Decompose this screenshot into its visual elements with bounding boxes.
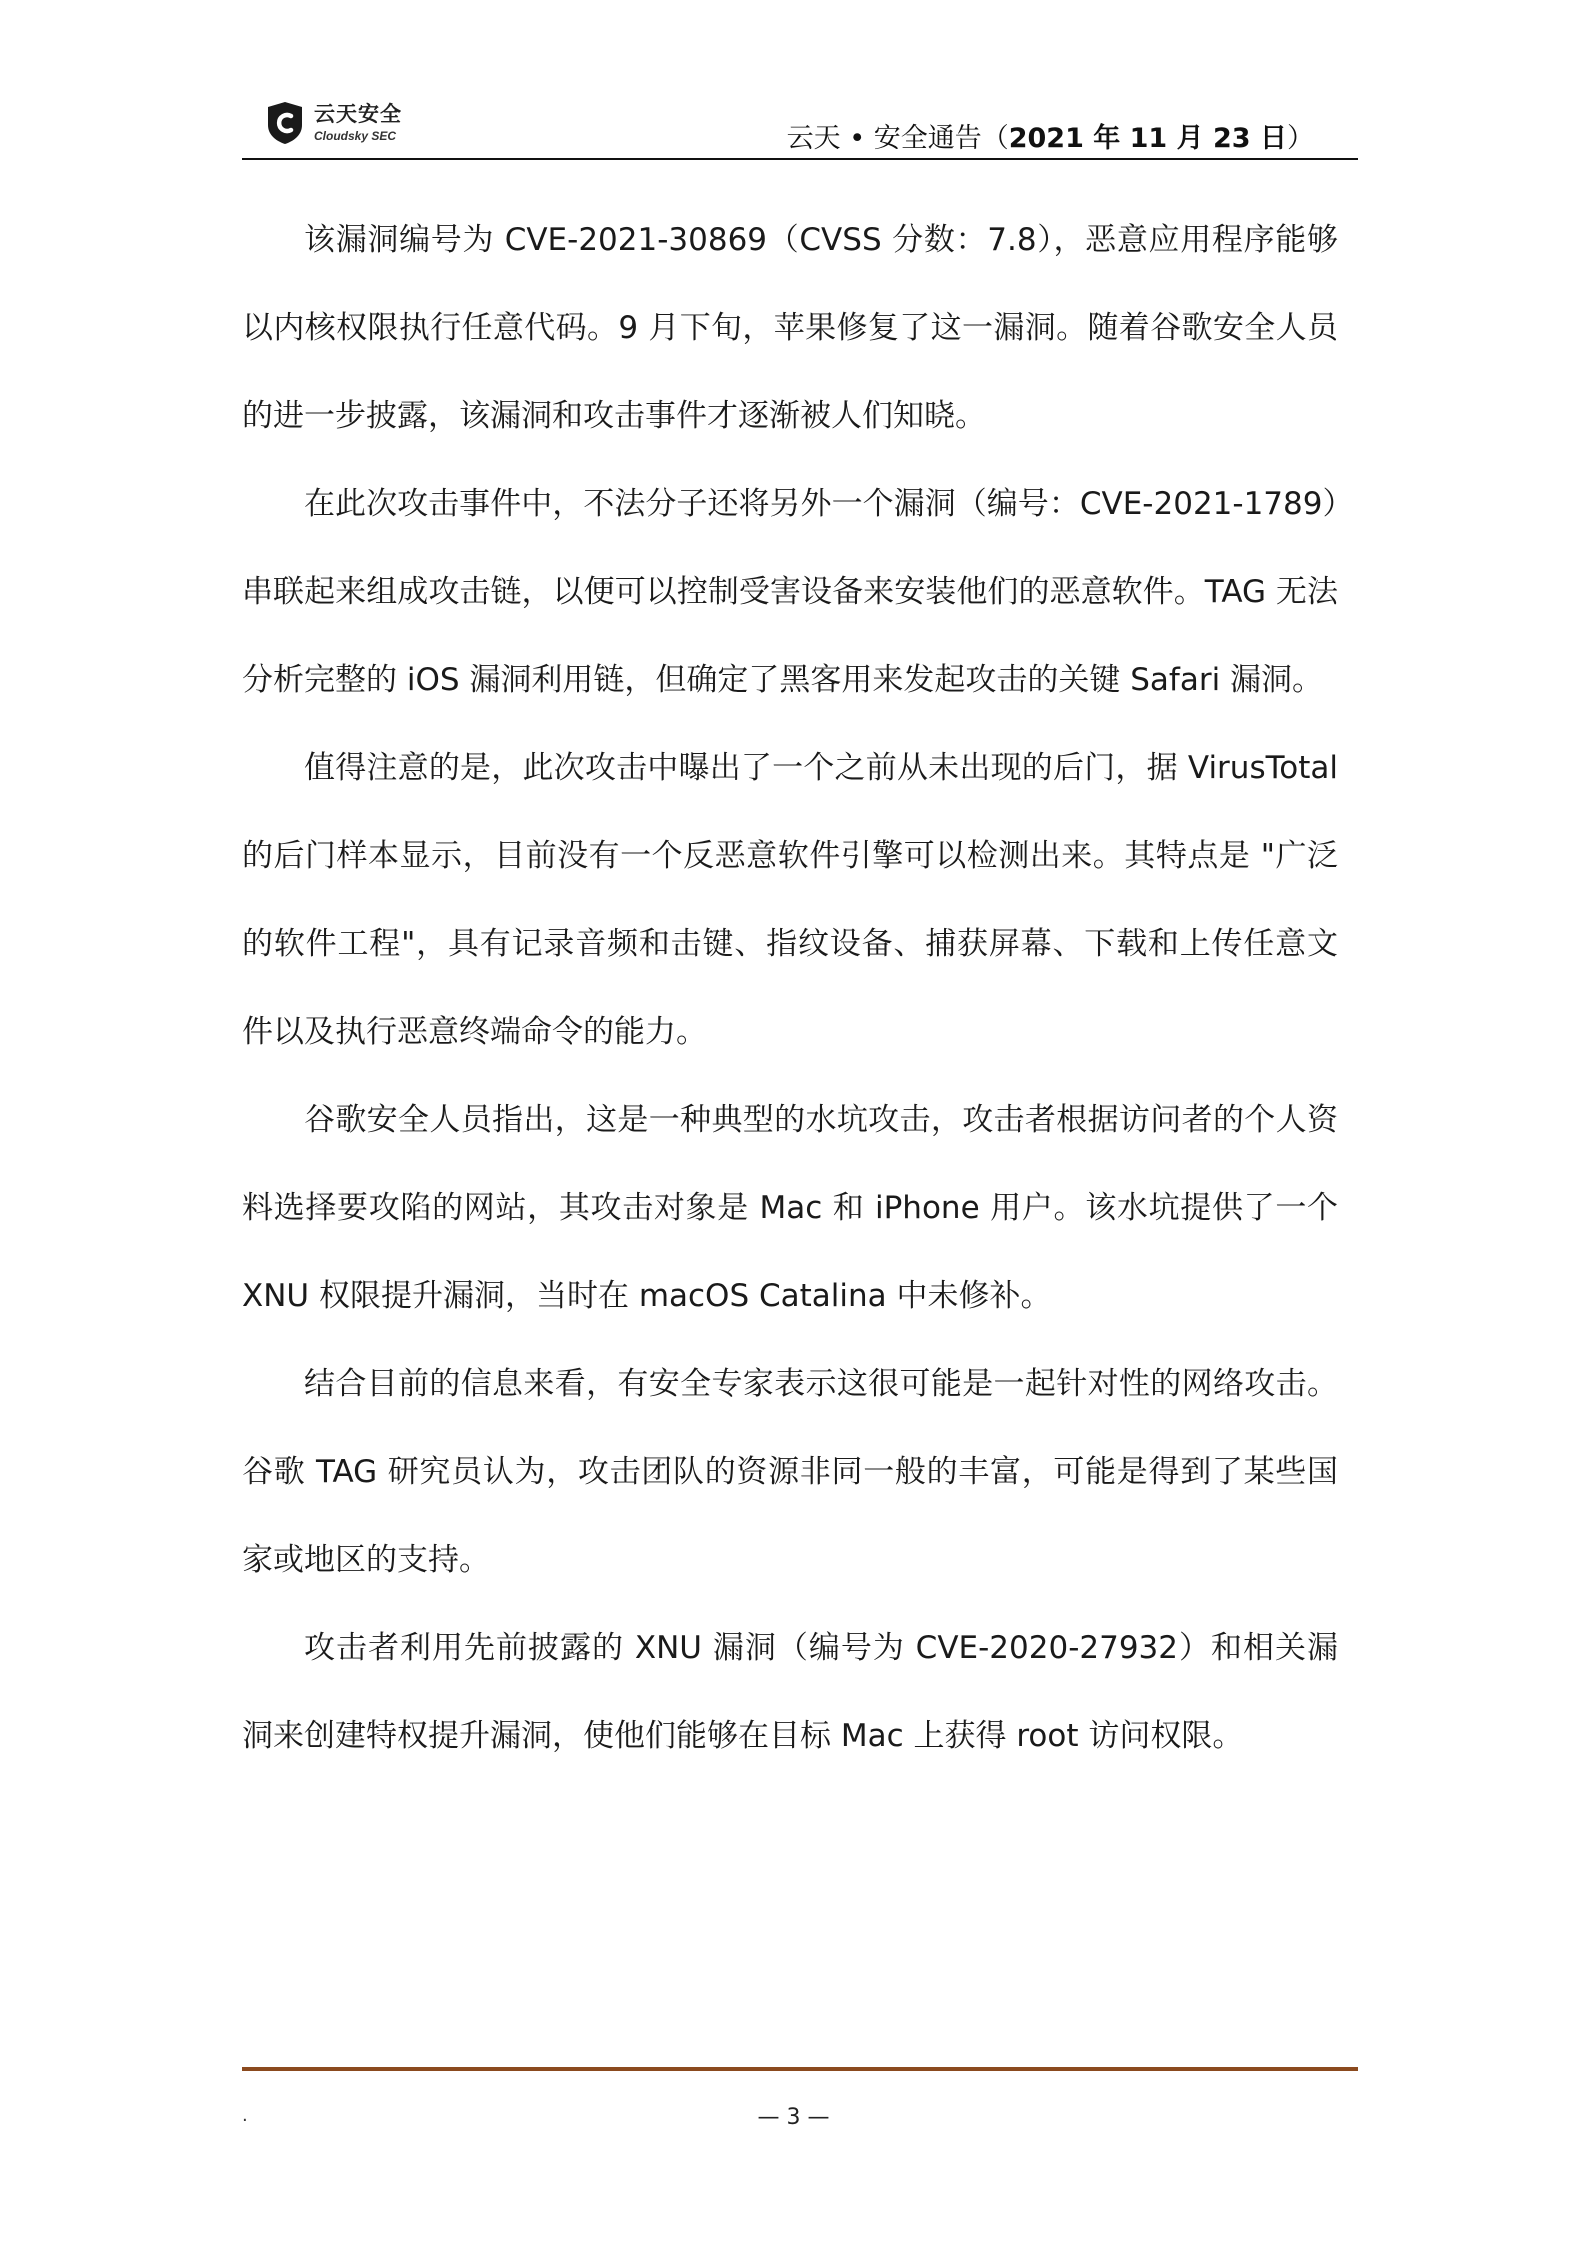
paragraph: 谷歌安全人员指出，这是一种典型的水坑攻击，攻击者根据访问者的个人资料选择要攻陷的网站，其攻击对象是 Mac 和 iPhone 用户。该水坑提供了一个 XNU 权限提升漏洞，当时在 macOS Catalina 中未修补。	[242, 1102, 1338, 1314]
paragraph: 该漏洞编号为 CVE-2021-30869（CVSS 分数：7.8），恶意应用程序能够以内核权限执行任意代码。9 月下旬，苹果修复了这一漏洞。随着谷歌安全人员的进一步披露，该漏洞和攻击事件才逐渐被人们知晓。	[242, 222, 1338, 434]
paragraph: 值得注意的是，此次攻击中曝出了一个之前从未出现的后门，据 VirusTotal 的后门样本显示，目前没有一个反恶意软件引擎可以检测出来。其特点是 "广泛的软件工程"，具有记录音频和击键、指纹设备、捕获屏幕、下载和上传任意文件以及执行恶意终端命令的能力。	[242, 750, 1338, 1050]
page-number: — 3 —	[757, 2105, 830, 2130]
footer-dot: .	[242, 2105, 248, 2126]
logo-chinese-name: 云天安全	[314, 102, 402, 126]
header-title-date: 2021 年 11 月 23 日	[1008, 123, 1287, 154]
cloudsky-logo	[266, 98, 402, 148]
paragraph: 结合目前的信息来看，有安全专家表示这很可能是一起针对性的网络攻击。谷歌 TAG 研究员认为，攻击团队的资源非同一般的丰富，可能是得到了某些国家或地区的支持。	[242, 1366, 1338, 1578]
page-header	[242, 88, 1358, 158]
shield-c-icon	[266, 101, 304, 145]
footer-divider	[242, 2067, 1358, 2071]
logo-english-name: Cloudsky SEC	[314, 129, 397, 143]
header-title	[787, 116, 1314, 155]
header-title-prefix: 云天 • 安全通告（	[786, 123, 1009, 154]
header-divider	[242, 158, 1358, 160]
paragraph: 攻击者利用先前披露的 XNU 漏洞（编号为 CVE-2020-27932）和相关漏洞来创建特权提升漏洞，使他们能够在目标 Mac 上获得 root 访问权限。	[242, 1630, 1338, 1754]
document-body	[242, 196, 1338, 1780]
paragraph: 在此次攻击事件中，不法分子还将另外一个漏洞（编号：CVE-2021-1789）串联起来组成攻击链，以便可以控制受害设备来安装他们的恶意软件。TAG 无法分析完整的 iOS 漏洞利用链，但确定了黑客用来发起攻击的关键 Safari 漏洞。	[242, 486, 1338, 698]
header-title-suffix: ）	[1287, 123, 1314, 154]
